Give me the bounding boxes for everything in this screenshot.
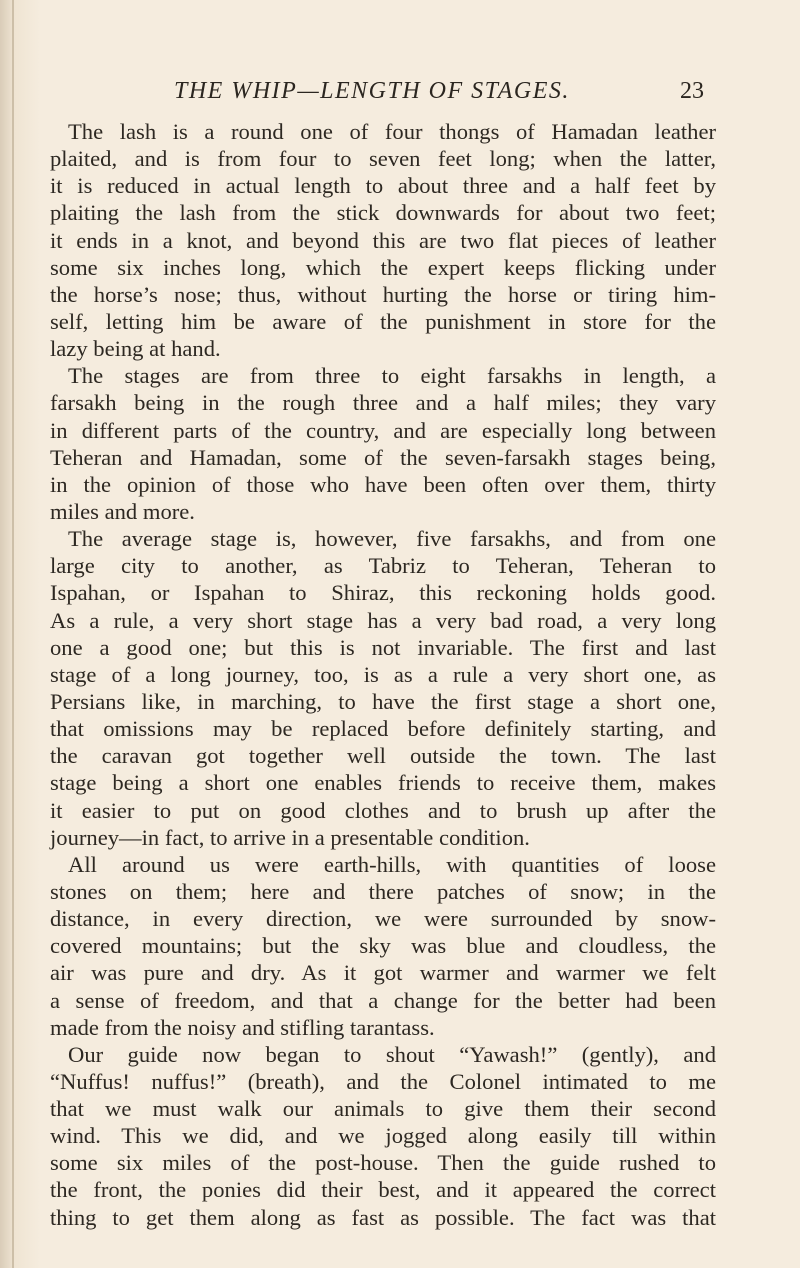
text-line: plaiting the lash from the stick downwards for about two feet; — [50, 200, 716, 226]
running-head: THE WHIP—LENGTH OF STAGES. — [174, 78, 570, 104]
text-line: All around us were earth-hills, with quantities of loose — [68, 851, 716, 877]
text-line: The average stage is, however, five farsakhs, and from one — [68, 526, 716, 552]
text-line: made from the noisy and stifling tarantass. — [50, 1014, 435, 1040]
text-line: stage being a short one enables friends to receive them, makes — [50, 770, 716, 796]
text-line: lazy being at hand. — [50, 336, 221, 362]
text-line: large city to another, as Tabriz to Teheran, Teheran to — [50, 553, 716, 579]
text-line: The lash is a round one of four thongs of Hamadan leather — [68, 119, 716, 144]
text-line: thing to get them along as fast as possible. The fact was that — [50, 1204, 716, 1230]
text-line: it is reduced in actual length to about three and a half feet by — [50, 173, 716, 199]
text-line: distance, in every direction, we were surrounded by snow- — [50, 906, 716, 932]
text-line: self, letting him be aware of the punishment in store for the — [50, 308, 716, 334]
text-line: covered mountains; but the sky was blue and cloudless, the — [50, 933, 716, 959]
body-text — [50, 118, 716, 1231]
text-line: the front, the ponies did their best, and it appeared the correct — [50, 1177, 716, 1203]
text-line: it ends in a knot, and beyond this are two flat pieces of leather — [50, 227, 716, 253]
text-line: Persians like, in marching, to have the first stage a short one, — [50, 688, 716, 714]
text-line: As a rule, a very short stage has a very bad road, a very long — [50, 607, 716, 633]
text-line: that omissions may be replaced before definitely starting, and — [50, 716, 716, 742]
text-line: journey—in fact, to arrive in a presentable condition. — [50, 824, 530, 850]
text-line: the horse’s nose; thus, without hurting the horse or tiring him- — [50, 281, 716, 307]
text-line: air was pure and dry. As it got warmer and warmer we felt — [50, 960, 716, 986]
text-line: farsakh being in the rough three and a half miles; they vary — [50, 390, 716, 416]
text-line: stage of a long journey, too, is as a rule a very short one, as — [50, 661, 716, 687]
text-line: some six inches long, which the expert keeps flicking under — [50, 254, 716, 280]
text-line: Our guide now began to shout “Yawash!” (gently), and — [68, 1041, 716, 1067]
binding-gutter — [12, 0, 14, 1268]
text-line: wind. This we did, and we jogged along easily till within — [50, 1123, 716, 1149]
text-line: in the opinion of those who have been often over them, thirty — [50, 471, 716, 497]
text-line: some six miles of the post-house. Then the guide rushed to — [50, 1150, 716, 1176]
text-line: plaited, and is from four to seven feet long; when the latter, — [50, 146, 716, 172]
page-number: 23 — [680, 78, 704, 104]
text-line: stones on them; here and there patches of snow; in the — [50, 878, 716, 904]
text-line: Teheran and Hamadan, some of the seven-farsakh stages being, — [50, 444, 716, 470]
text-line: a sense of freedom, and that a change for the better had been — [50, 987, 716, 1013]
text-line: Ispahan, or Ispahan to Shiraz, this reckoning holds good. — [50, 580, 716, 606]
text-line: one a good one; but this is not invariable. The first and last — [50, 634, 716, 660]
text-line: miles and more. — [50, 498, 195, 524]
text-line: “Nuffus! nuffus!” (breath), and the Colonel intimated to me — [50, 1068, 716, 1094]
text-line: that we must walk our animals to give them their second — [50, 1096, 716, 1122]
text-line: the caravan got together well outside the town. The last — [50, 743, 716, 769]
page-header — [0, 74, 800, 114]
text-line: it easier to put on good clothes and to brush up after the — [50, 797, 716, 823]
text-line: The stages are from three to eight farsakhs in length, a — [68, 363, 716, 389]
text-line: in different parts of the country, and are especially long between — [50, 417, 716, 443]
